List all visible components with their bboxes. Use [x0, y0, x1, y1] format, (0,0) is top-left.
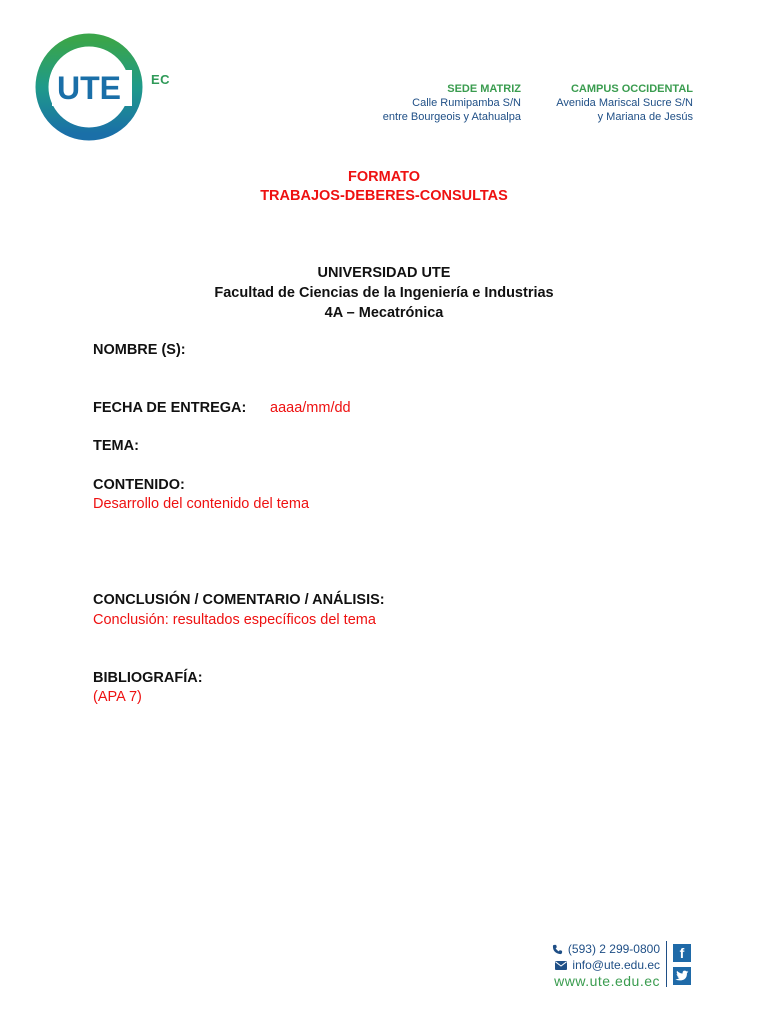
mail-icon: [555, 961, 567, 970]
bibliografia-text: (APA 7): [93, 689, 142, 705]
nombre-label: NOMBRE (S):: [93, 342, 186, 358]
footer-divider: [666, 941, 667, 987]
sede-matriz-heading: SEDE MATRIZ: [447, 83, 521, 95]
sede-matriz-address: [383, 82, 521, 124]
sede-matriz-line2: entre Bourgeois y Atahualpa: [382, 111, 521, 123]
footer-website[interactable]: www.ute.edu.ec: [554, 973, 660, 989]
fecha-entrega-value: aaaa/mm/dd: [270, 400, 351, 416]
sede-matriz-line1: Calle Rumipamba S/N: [412, 97, 521, 109]
ute-logo: [32, 33, 172, 141]
doc-title-formato: FORMATO: [348, 169, 420, 185]
footer-phone-row: [552, 941, 660, 957]
campus-occidental-line2: y Mariana de Jesús: [597, 111, 693, 123]
logo-suffix: EC: [151, 72, 171, 87]
footer-email-row: [552, 957, 660, 973]
footer-contact: [552, 941, 660, 989]
campus-occidental-line1: Avenida Mariscal Sucre S/N: [556, 97, 693, 109]
phone-icon: [552, 944, 563, 955]
faculty-name: Facultad de Ciencias de la Ingeniería e Industrias: [214, 285, 554, 301]
campus-occidental-address: [556, 82, 693, 124]
bibliografia-label: BIBLIOGRAFÍA:: [93, 670, 203, 686]
contenido-text: Desarrollo del contenido del tema: [93, 496, 310, 512]
fecha-entrega-label: FECHA DE ENTREGA:: [93, 400, 247, 416]
contenido-label: CONTENIDO:: [93, 477, 185, 493]
tema-label: TEMA:: [93, 438, 139, 454]
facebook-icon[interactable]: f: [673, 944, 691, 962]
university-name: UNIVERSIDAD UTE: [317, 265, 451, 281]
conclusion-text: Conclusión: resultados específicos del tema: [93, 612, 376, 628]
twitter-icon[interactable]: [673, 967, 691, 985]
footer-email[interactable]: info@ute.edu.ec: [572, 958, 660, 972]
doc-title-trabajos: TRABAJOS-DEBERES-CONSULTAS: [260, 188, 508, 204]
campus-occidental-heading: CAMPUS OCCIDENTAL: [570, 83, 693, 95]
course-name: 4A – Mecatrónica: [324, 305, 444, 321]
footer-phone: (593) 2 299-0800: [567, 942, 660, 956]
conclusion-label: CONCLUSIÓN / COMENTARIO / ANÁLISIS:: [93, 592, 385, 608]
svg-text:UTE: UTE: [57, 70, 121, 106]
